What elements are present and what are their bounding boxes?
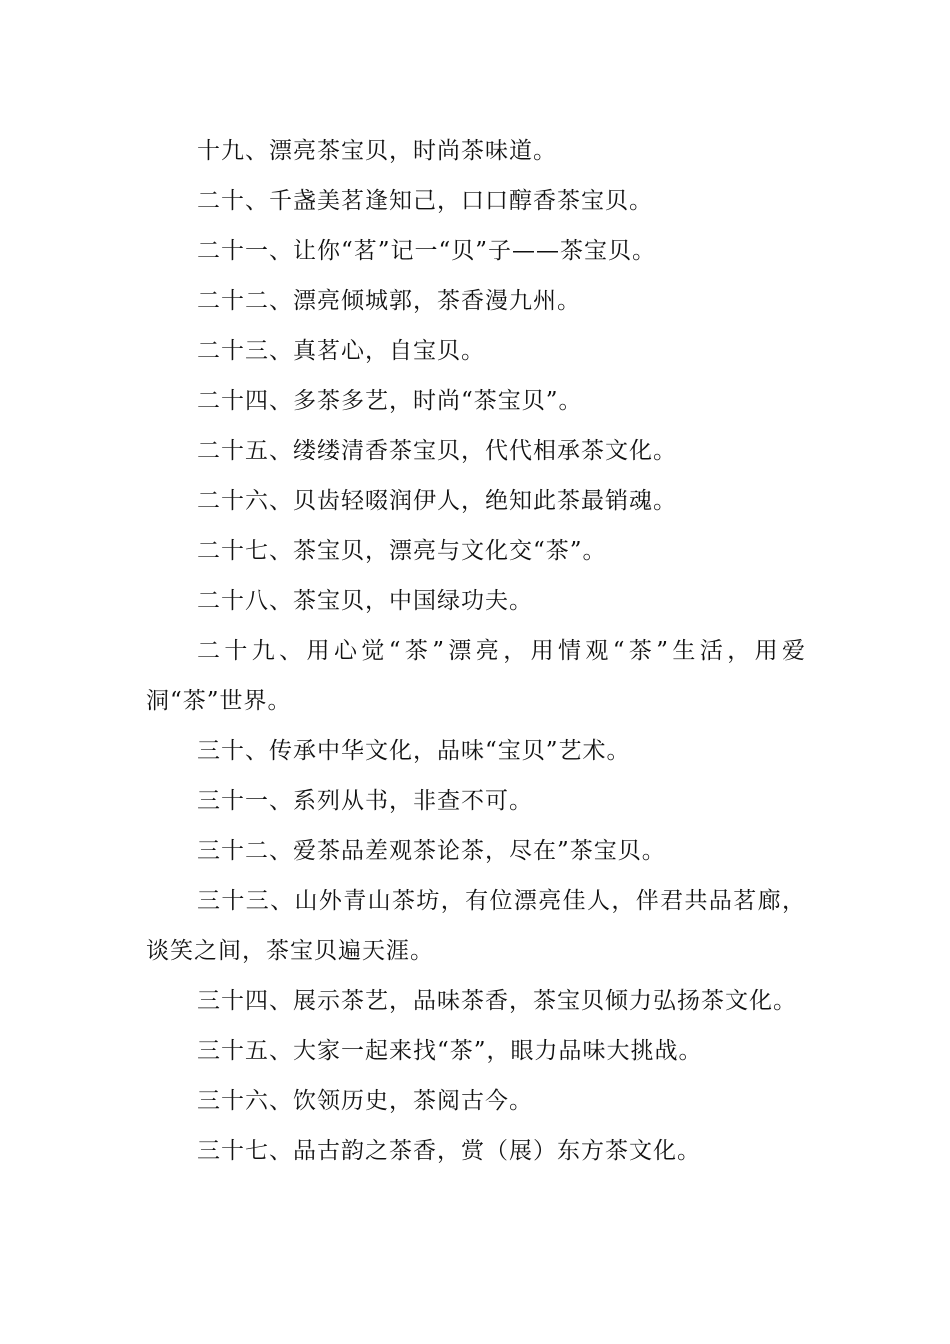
paragraph-37: 三十七、品古韵之茶香，赏（展）东方茶文化。 — [197, 1138, 701, 1164]
paragraph-36: 三十六、饮领历史，茶阅古今。 — [197, 1088, 533, 1114]
paragraph-21: 二十一、让你“茗”记一“贝”子——茶宝贝。 — [197, 238, 657, 264]
paragraph-19: 十九、漂亮茶宝贝，时尚茶味道。 — [197, 138, 557, 164]
paragraph-34: 三十四、展示茶艺，品味茶香，茶宝贝倾力弘扬茶文化。 — [197, 988, 797, 1014]
paragraph-30: 三十、传承中华文化，品味“宝贝”艺术。 — [197, 738, 631, 764]
paragraph-31: 三十一、系列从书，非查不可。 — [197, 788, 533, 814]
paragraph-20: 二十、千盏美茗逢知己，口口醇香茶宝贝。 — [197, 188, 653, 214]
document-body — [146, 126, 806, 1176]
paragraph-22: 二十二、漂亮倾城郭，茶香漫九州。 — [197, 288, 581, 314]
paragraph-25: 二十五、缕缕清香茶宝贝，代代相承茶文化。 — [197, 438, 677, 464]
paragraph-32: 三十二、爱茶品差观茶论茶，尽在”茶宝贝。 — [197, 838, 666, 864]
paragraph-26: 二十六、贝齿轻啜润伊人，绝知此茶最销魂。 — [197, 488, 677, 514]
paragraph-33: 三十三、山外青山茶坊，有位漂亮佳人，伴君共品茗廊，谈笑之间，茶宝贝遍天涯。 — [146, 888, 806, 964]
paragraph-27: 二十七、茶宝贝，漂亮与文化交“茶”。 — [197, 538, 607, 564]
paragraph-29: 二十九、用心觉“茶”漂亮，用情观“茶”生活，用爱洞“茶”世界。 — [146, 638, 806, 714]
paragraph-35: 三十五、大家一起来找“茶”，眼力品味大挑战。 — [197, 1038, 703, 1064]
paragraph-23: 二十三、真茗心，自宝贝。 — [197, 338, 485, 364]
paragraph-28: 二十八、茶宝贝，中国绿功夫。 — [197, 588, 533, 614]
paragraph-24: 二十四、多茶多艺，时尚“茶宝贝”。 — [197, 388, 583, 414]
